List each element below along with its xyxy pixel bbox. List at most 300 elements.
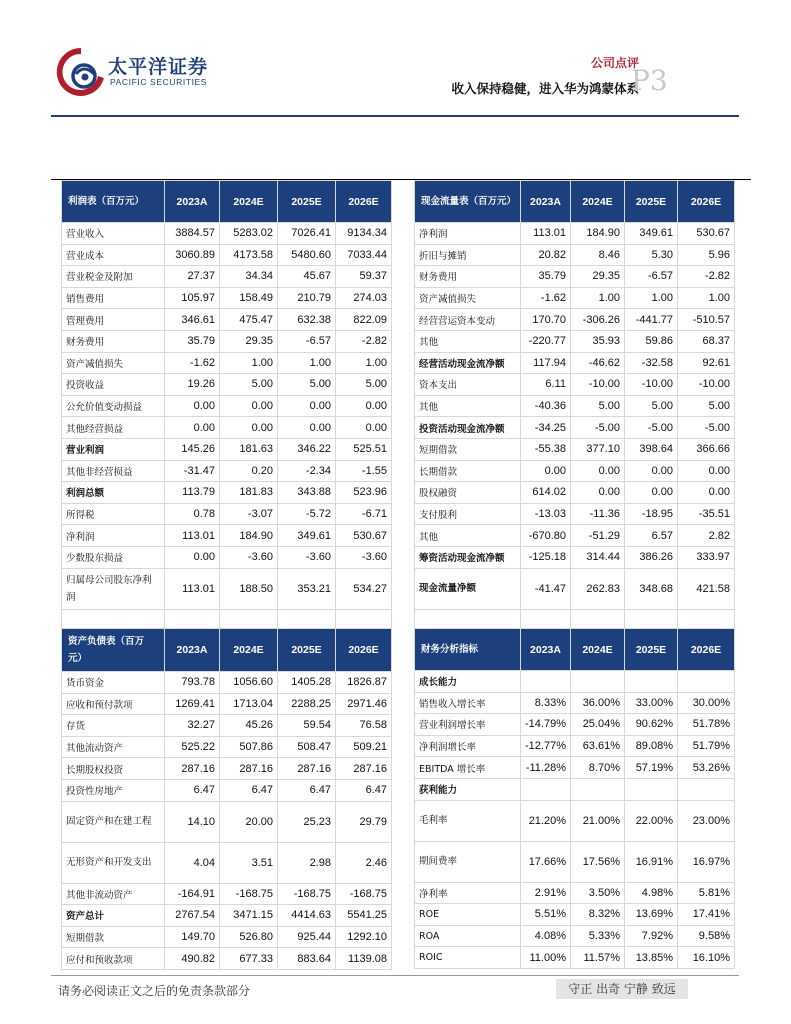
cell-value: 0.78 (165, 503, 220, 525)
row-label: 筹资活动现金流净额 (415, 546, 521, 568)
table-row (62, 374, 392, 396)
cell-value: 4.98% (625, 882, 678, 904)
cell-value: -18.95 (625, 503, 678, 525)
row-label: 固定资产和在建工程 (62, 801, 165, 842)
cell-value: 6.47 (336, 779, 392, 801)
table-row (415, 800, 735, 841)
table-row (415, 223, 735, 245)
table-row (62, 266, 392, 288)
cell-value: 1.00 (625, 287, 678, 309)
column-header: 2023A (521, 181, 571, 223)
cell-value: 287.16 (220, 758, 278, 780)
report-title: 收入保持稳健，进入华为鸿蒙体系 (451, 81, 639, 96)
table-row (415, 735, 735, 757)
cell-value: -3.60 (278, 546, 336, 568)
cell-value: 0.00 (336, 395, 392, 417)
cell-value: 0.00 (220, 395, 278, 417)
cell-value: 68.37 (678, 330, 735, 352)
table-title: 财务分析指标 (415, 629, 521, 671)
row-label: 营业成本 (62, 244, 165, 266)
cell-value: 2288.25 (278, 693, 336, 715)
brand-logo (54, 44, 214, 100)
cell-value: 353.21 (278, 568, 336, 609)
table-row (62, 546, 392, 568)
table-row (415, 438, 735, 460)
row-label: 支付股利 (415, 503, 521, 525)
cell-value (571, 671, 625, 693)
row-label: 销售费用 (62, 287, 165, 309)
cell-value: 188.50 (220, 568, 278, 609)
cell-value: 1.00 (571, 287, 625, 309)
cell-value: 0.00 (678, 460, 735, 482)
table-row (62, 309, 392, 331)
row-label: EBITDA 增长率 (415, 757, 521, 779)
cell-value: 5.00 (220, 374, 278, 396)
table-row (62, 244, 392, 266)
cell-value: 1292.10 (336, 926, 392, 948)
cell-value: -11.36 (571, 503, 625, 525)
cell-value: 117.94 (521, 352, 571, 374)
cell-value: -168.75 (278, 883, 336, 905)
column-header: 2024E (220, 629, 278, 672)
company-slogan: 守正 出奇 宁静 致远 (556, 979, 688, 999)
cell-value: 822.09 (336, 309, 392, 331)
report-type: 公司点评 (590, 56, 639, 70)
table-row (62, 926, 392, 948)
page-number: P3 (631, 64, 668, 97)
row-label: 少数股东损益 (62, 546, 165, 568)
row-label: 公允价值变动损益 (62, 395, 165, 417)
row-label: 应付和预收款项 (62, 948, 165, 970)
table-row (62, 758, 392, 780)
cell-value: 33.00% (625, 692, 678, 714)
cell-value: 490.82 (165, 948, 220, 970)
row-label: ROIC (415, 947, 521, 969)
cell-value: 5541.25 (336, 905, 392, 927)
table-row (415, 482, 735, 504)
table-row (415, 395, 735, 417)
cell-value: 149.70 (165, 926, 220, 948)
cell-value: 287.16 (336, 758, 392, 780)
column-header: 2026E (678, 181, 735, 223)
cell-value: 0.00 (336, 417, 392, 439)
row-label: 长期借款 (415, 460, 521, 482)
row-label: 其他非经营损益 (62, 460, 165, 482)
row-label: 短期借款 (62, 926, 165, 948)
table-row (415, 925, 735, 947)
table-row (415, 714, 735, 736)
cell-value: -5.00 (625, 417, 678, 439)
table-row (62, 438, 392, 460)
cell-value: 534.27 (336, 568, 392, 609)
cell-value: -51.29 (571, 525, 625, 547)
cell-value: 0.00 (521, 460, 571, 482)
table-row (415, 266, 735, 288)
cell-value: 14.10 (165, 801, 220, 842)
cell-value: 0.00 (625, 482, 678, 504)
row-label: 财务费用 (415, 266, 521, 288)
cell-value: 287.16 (278, 758, 336, 780)
pacific-logo-icon (54, 44, 108, 100)
cell-value: 29.35 (220, 330, 278, 352)
table-row (62, 883, 392, 905)
row-label: 财务费用 (62, 330, 165, 352)
cell-value: 507.86 (220, 736, 278, 758)
row-label: 资产减值损失 (415, 287, 521, 309)
row-label: 成长能力 (415, 671, 521, 693)
cell-value: 89.08% (625, 735, 678, 757)
cell-value: 59.54 (278, 715, 336, 737)
cell-value: 16.91% (625, 841, 678, 882)
table-row (62, 330, 392, 352)
table-row (62, 672, 392, 694)
cell-value: 92.61 (678, 352, 735, 374)
cell-value: 0.00 (220, 417, 278, 439)
cell-value: 1.00 (678, 287, 735, 309)
row-label: 投资活动现金流净额 (415, 417, 521, 439)
cell-value: 4.08% (521, 925, 571, 947)
column-header: 2026E (336, 181, 392, 223)
table-row (415, 904, 735, 926)
cell-value: 6.57 (625, 525, 678, 547)
cell-value: 5.51% (521, 904, 571, 926)
cell-value: 883.64 (278, 948, 336, 970)
row-label: 长期股权投资 (62, 758, 165, 780)
cell-value: 1056.60 (220, 672, 278, 694)
table-row (62, 948, 392, 970)
table-header-row (62, 629, 392, 672)
cell-value (678, 778, 735, 800)
cell-value: 34.34 (220, 266, 278, 288)
cell-value (678, 671, 735, 693)
cell-value: -11.28% (521, 757, 571, 779)
cell-value: 181.63 (220, 438, 278, 460)
balance-sheet-table (61, 628, 392, 970)
cell-value: 1.00 (220, 352, 278, 374)
cell-value: -35.51 (678, 503, 735, 525)
financial-ratios-table (414, 628, 735, 969)
cell-value: 11.00% (521, 947, 571, 969)
cell-value: 3.50% (571, 882, 625, 904)
row-label: 应收和预付款项 (62, 693, 165, 715)
table-row (62, 736, 392, 758)
cell-value: 210.79 (278, 287, 336, 309)
cell-value: 21.20% (521, 800, 571, 841)
cell-value: 5.00 (625, 395, 678, 417)
cell-value: 35.79 (165, 330, 220, 352)
cell-value: 76.58 (336, 715, 392, 737)
cell-value: 346.22 (278, 438, 336, 460)
cell-value: 6.11 (521, 374, 571, 396)
cell-value: 8.70% (571, 757, 625, 779)
table-row (415, 417, 735, 439)
column-header: 2023A (165, 629, 220, 672)
cell-value: 925.44 (278, 926, 336, 948)
column-header: 2026E (336, 629, 392, 672)
cell-value (521, 778, 571, 800)
row-label: 毛利率 (415, 800, 521, 841)
cell-value: 1139.08 (336, 948, 392, 970)
table-row (415, 330, 735, 352)
table-header-row (415, 181, 735, 223)
cell-value: 475.47 (220, 309, 278, 331)
cell-value: 5.30 (625, 244, 678, 266)
row-label: 净利润 (415, 223, 521, 245)
table-row (415, 244, 735, 266)
cell-value: 113.01 (521, 223, 571, 245)
table-row (415, 287, 735, 309)
row-label: 其他 (415, 395, 521, 417)
cell-value: 113.01 (165, 568, 220, 609)
cell-value: 2.91% (521, 882, 571, 904)
table-row (62, 568, 392, 609)
cell-value: 35.79 (521, 266, 571, 288)
cell-value: 523.96 (336, 482, 392, 504)
cell-value: 145.26 (165, 438, 220, 460)
cell-value: 0.00 (625, 460, 678, 482)
cell-value: -3.60 (220, 546, 278, 568)
cell-value: -13.03 (521, 503, 571, 525)
table-row (62, 223, 392, 245)
table-row (62, 503, 392, 525)
cell-value: 0.00 (571, 460, 625, 482)
cell-value: 614.02 (521, 482, 571, 504)
cell-value: 36.00% (571, 692, 625, 714)
cell-value: 184.90 (571, 223, 625, 245)
cell-value: 21.00% (571, 800, 625, 841)
cell-value: 274.03 (336, 287, 392, 309)
cell-value: 16.10% (678, 947, 735, 969)
cell-value: 181.83 (220, 482, 278, 504)
cell-value: 5.00 (571, 395, 625, 417)
cell-value: -5.00 (571, 417, 625, 439)
cell-value: 287.16 (165, 758, 220, 780)
cell-value: 2.98 (278, 842, 336, 883)
cell-value: 13.85% (625, 947, 678, 969)
cell-value: 35.93 (571, 330, 625, 352)
header-divider (51, 115, 739, 117)
cell-value: 113.01 (165, 525, 220, 547)
cell-value: 2971.46 (336, 693, 392, 715)
row-label: 资产总计 (62, 905, 165, 927)
cell-value: 17.66% (521, 841, 571, 882)
table-row (415, 882, 735, 904)
cell-value: 17.41% (678, 904, 735, 926)
cell-value: 526.80 (220, 926, 278, 948)
cell-value: 4414.63 (278, 905, 336, 927)
cell-value: 29.35 (571, 266, 625, 288)
column-header: 2025E (278, 181, 336, 223)
cell-value: 59.86 (625, 330, 678, 352)
cell-value: 421.58 (678, 568, 735, 609)
cell-value: 16.97% (678, 841, 735, 882)
cell-value: 6.47 (165, 779, 220, 801)
cell-value: 25.04% (571, 714, 625, 736)
table-row (415, 546, 735, 568)
cell-value: 3471.15 (220, 905, 278, 927)
column-header: 2025E (625, 181, 678, 223)
column-header: 2024E (571, 629, 625, 671)
table-row (62, 287, 392, 309)
column-header: 2023A (165, 181, 220, 223)
cell-value: 2767.54 (165, 905, 220, 927)
cell-value: 11.57% (571, 947, 625, 969)
row-label: 存货 (62, 715, 165, 737)
cell-value: 45.26 (220, 715, 278, 737)
brand-name-en: PACIFIC SECURITIES (110, 77, 208, 87)
disclaimer-text: 请务必阅读正文之后的免责条款部分 (58, 984, 251, 998)
cell-value: 5.81% (678, 882, 735, 904)
table-row (62, 460, 392, 482)
cell-value: 51.79% (678, 735, 735, 757)
cell-value: -34.25 (521, 417, 571, 439)
row-label: 其他 (415, 330, 521, 352)
cell-value: 6.47 (278, 779, 336, 801)
column-header: 2024E (571, 181, 625, 223)
table-row (415, 309, 735, 331)
row-label: 资产减值损失 (62, 352, 165, 374)
cell-value: 9.58% (678, 925, 735, 947)
cell-value: 0.00 (678, 482, 735, 504)
cell-value: 45.67 (278, 266, 336, 288)
cell-value: 530.67 (678, 223, 735, 245)
cell-value: -306.26 (571, 309, 625, 331)
cell-value: 2.46 (336, 842, 392, 883)
cell-value: 51.78% (678, 714, 735, 736)
row-label: 净利润增长率 (415, 735, 521, 757)
table-row (415, 374, 735, 396)
cell-value: -168.75 (220, 883, 278, 905)
footer-divider (51, 975, 739, 976)
cell-value (571, 778, 625, 800)
cell-value: -2.82 (678, 266, 735, 288)
table-row (415, 841, 735, 882)
cell-value: -2.34 (278, 460, 336, 482)
cell-value: -1.62 (165, 352, 220, 374)
cell-value: 184.90 (220, 525, 278, 547)
cell-value: 0.00 (571, 482, 625, 504)
cell-value: 349.61 (278, 525, 336, 547)
cell-value: 7033.44 (336, 244, 392, 266)
cell-value: 8.32% (571, 904, 625, 926)
cell-value: 1713.04 (220, 693, 278, 715)
cell-value: 343.88 (278, 482, 336, 504)
row-label: 净利率 (415, 882, 521, 904)
cell-value: 3884.57 (165, 223, 220, 245)
row-label: 营业利润增长率 (415, 714, 521, 736)
row-label: 净利润 (62, 525, 165, 547)
table-title: 现金流量表（百万元） (415, 181, 521, 223)
table-row (62, 715, 392, 737)
cell-value: 525.51 (336, 438, 392, 460)
cell-value: -55.38 (521, 438, 571, 460)
cell-value: 509.21 (336, 736, 392, 758)
row-label: 归属母公司股东净利润 (62, 568, 165, 609)
cell-value: 170.70 (521, 309, 571, 331)
cell-value: 90.62% (625, 714, 678, 736)
table-row (415, 503, 735, 525)
column-header: 2025E (278, 629, 336, 672)
cell-value: 5.33% (571, 925, 625, 947)
cell-value: 7026.41 (278, 223, 336, 245)
cell-value: 9134.34 (336, 223, 392, 245)
cell-value: 366.66 (678, 438, 735, 460)
column-header: 2026E (678, 629, 735, 671)
cell-value: 1269.41 (165, 693, 220, 715)
cell-value: -6.71 (336, 503, 392, 525)
table-row (62, 395, 392, 417)
table-row (415, 568, 735, 609)
cell-value: 632.38 (278, 309, 336, 331)
row-label: 现金流量净额 (415, 568, 521, 609)
cell-value: 1405.28 (278, 672, 336, 694)
cell-value: 53.26% (678, 757, 735, 779)
row-label: 无形资产和开发支出 (62, 842, 165, 883)
cell-value: 57.19% (625, 757, 678, 779)
table-row (415, 778, 735, 800)
cell-value: 4173.58 (220, 244, 278, 266)
cell-value: 377.10 (571, 438, 625, 460)
cell-value: 7.92% (625, 925, 678, 947)
row-label: 货币资金 (62, 672, 165, 694)
cell-value: -220.77 (521, 330, 571, 352)
cell-value: 22.00% (625, 800, 678, 841)
row-label: ROE (415, 904, 521, 926)
row-label: 营业利润 (62, 438, 165, 460)
row-label: 资本支出 (415, 374, 521, 396)
cell-value: -6.57 (278, 330, 336, 352)
cell-value (625, 778, 678, 800)
cell-value: 0.00 (165, 395, 220, 417)
row-label: 经营活动现金流净额 (415, 352, 521, 374)
row-label: 股权融资 (415, 482, 521, 504)
cell-value: -5.00 (678, 417, 735, 439)
table-row (62, 693, 392, 715)
table-row (415, 460, 735, 482)
cell-value: 20.82 (521, 244, 571, 266)
table-row (62, 842, 392, 883)
row-label: 其他 (415, 525, 521, 547)
cell-value: 8.46 (571, 244, 625, 266)
row-label: 营业税金及附加 (62, 266, 165, 288)
column-header: 2025E (625, 629, 678, 671)
row-label: 获利能力 (415, 778, 521, 800)
cell-value: 8.33% (521, 692, 571, 714)
row-label: 利润总额 (62, 482, 165, 504)
table-row (62, 905, 392, 927)
table-row (62, 779, 392, 801)
cell-value: -32.58 (625, 352, 678, 374)
cell-value: 349.61 (625, 223, 678, 245)
table-title: 资产负债表（百万元） (62, 629, 165, 672)
table-row (415, 692, 735, 714)
cell-value: -510.57 (678, 309, 735, 331)
cell-value: 30.00% (678, 692, 735, 714)
cell-value: 530.67 (336, 525, 392, 547)
cell-value: -31.47 (165, 460, 220, 482)
row-label: 销售收入增长率 (415, 692, 521, 714)
cell-value: -41.47 (521, 568, 571, 609)
cell-value: 333.97 (678, 546, 735, 568)
cell-value: 29.79 (336, 801, 392, 842)
cell-value: 793.78 (165, 672, 220, 694)
cell-value: -3.60 (336, 546, 392, 568)
cell-value: 0.00 (278, 417, 336, 439)
table-row (62, 352, 392, 374)
cell-value: 1.00 (336, 352, 392, 374)
table-header-row (62, 181, 392, 223)
cell-value: 5.00 (678, 395, 735, 417)
